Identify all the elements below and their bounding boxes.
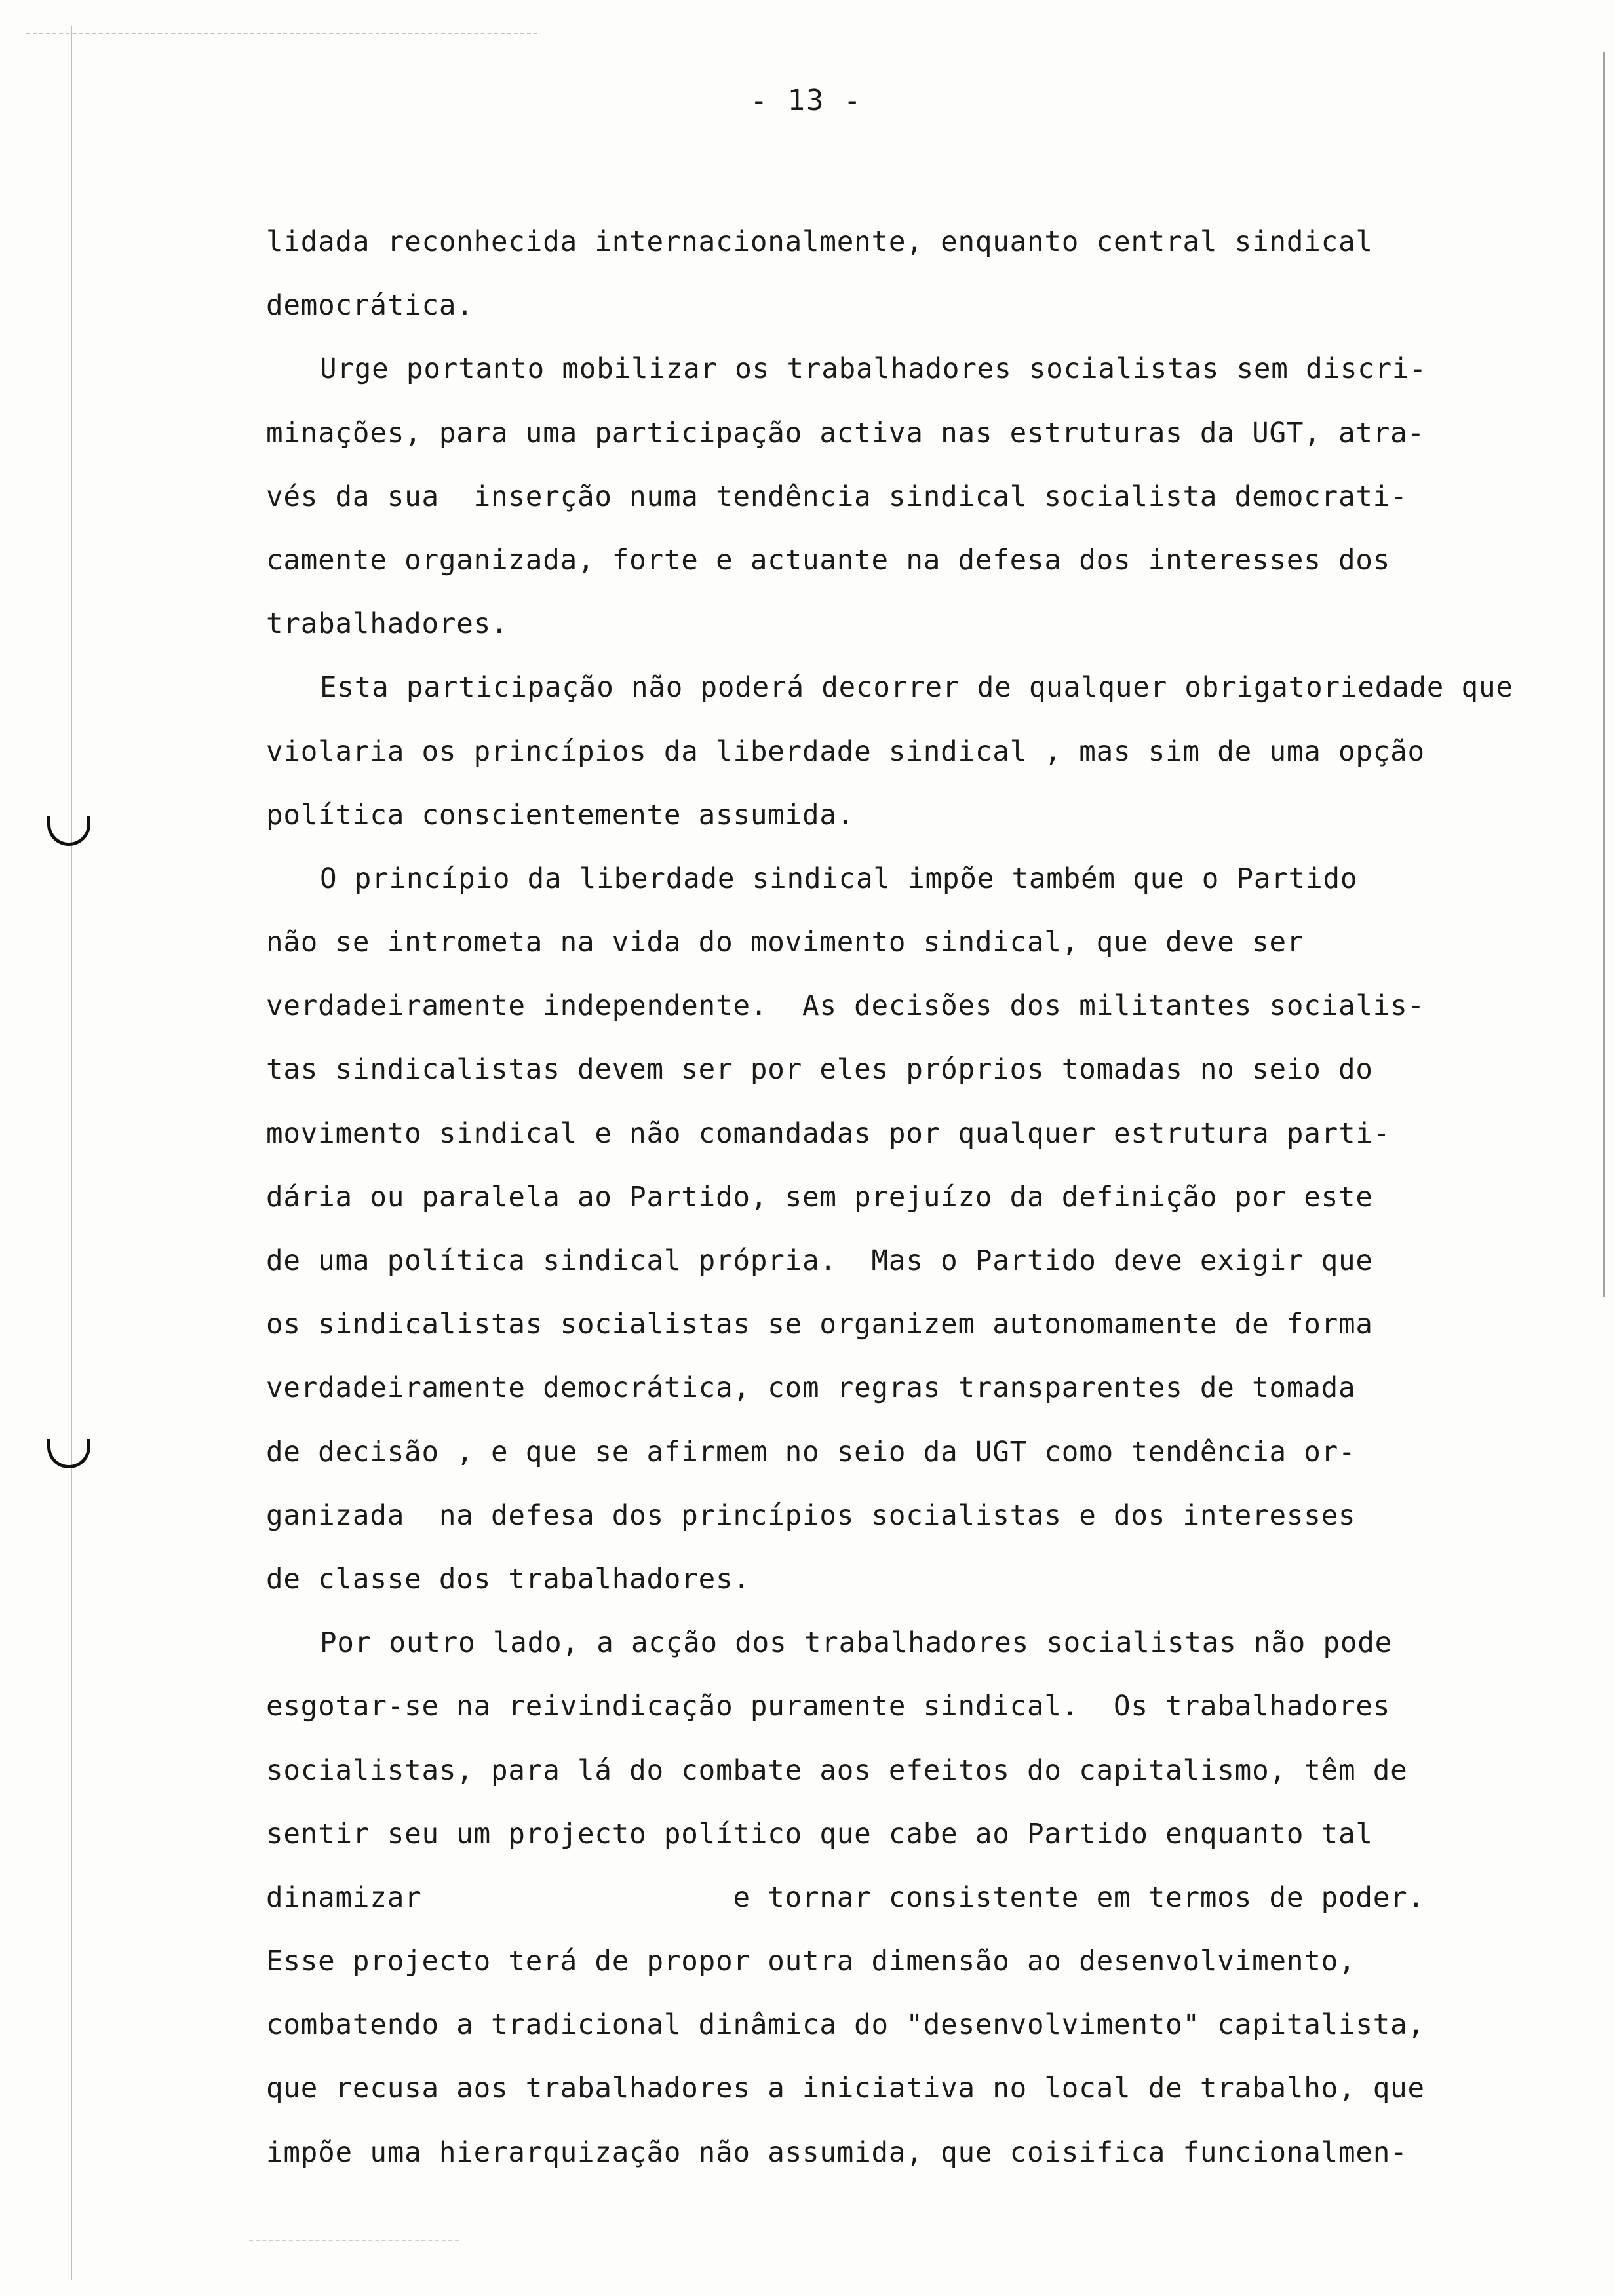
text-line: combatendo a tradicional dinâmica do "desenvolvimento" capitalista,: [266, 2009, 1425, 2042]
text-line: verdadeiramente independente. As decisões dos militantes socialis-: [266, 990, 1425, 1023]
text-line: esgotar-se na reivindicação puramente sindical. Os trabalhadores: [266, 1691, 1391, 1723]
text-line: dinamizar e tornar consistente em termos de poder.: [266, 1881, 1425, 1914]
text-line: democrática.: [266, 290, 474, 322]
text-line: O princípio da liberdade sindical impõe também que o Partido: [320, 862, 1358, 895]
text-line: política conscientemente assumida.: [266, 799, 855, 832]
text-line: verdadeiramente democrática, com regras transparentes de tomada: [266, 1372, 1356, 1405]
text-line: camente organizada, forte e actuante na defesa dos interesses dos: [266, 544, 1391, 577]
text-line: os sindicalistas socialistas se organizem autonomamente de forma: [266, 1309, 1373, 1341]
text-line: movimento sindical e não comandadas por qualquer estrutura parti-: [266, 1117, 1391, 1150]
text-line: minações, para uma participação activa nas estruturas da UGT, atra-: [266, 417, 1425, 450]
text-line: que recusa aos trabalhadores a iniciativa no local de trabalho, que: [266, 2073, 1425, 2105]
text-line: dária ou paralela ao Partido, sem prejuízo da definição por este: [266, 1181, 1373, 1214]
text-line: impõe uma hierarquização não assumida, que coisifica funcionalmen-: [266, 2136, 1408, 2169]
scan-top-dash: [26, 33, 537, 34]
scan-left-margin-rule: [71, 26, 72, 2280]
text-line: tas sindicalistas devem ser por eles próprios tomadas no seio do: [266, 1054, 1373, 1086]
body-text: [266, 220, 1544, 2194]
text-line: socialistas, para lá do combate aos efeitos do capitalismo, têm de: [266, 1754, 1408, 1787]
punch-hole-mark-icon: [47, 816, 90, 846]
text-line: Urge portanto mobilizar os trabalhadores socialistas sem discri-: [320, 353, 1427, 386]
text-line: lidada reconhecida internacionalmente, enquanto central sindical: [266, 226, 1373, 258]
text-line: de classe dos trabalhadores.: [266, 1563, 750, 1596]
scan-bottom-dash: [249, 2240, 459, 2241]
punch-hole-mark-icon: [47, 1439, 90, 1468]
text-line: de decisão , e que se afirmem no seio da UGT como tendência or-: [266, 1436, 1356, 1468]
text-line: ganizada na defesa dos princípios socialistas e dos interesses: [266, 1499, 1356, 1532]
text-line: Esta participação não poderá decorrer de qualquer obrigatoriedade que: [320, 672, 1513, 704]
text-line: sentir seu um projecto político que cabe ao Partido enquanto tal: [266, 1818, 1373, 1850]
text-line: não se intrometa na vida do movimento sindical, que deve ser: [266, 927, 1304, 959]
text-line: vés da sua inserção numa tendência sindical socialista democrati-: [266, 480, 1408, 513]
text-line: Por outro lado, a acção dos trabalhadores socialistas não pode: [320, 1627, 1393, 1660]
text-line: Esse projecto terá de propor outra dimensão ao desenvolvimento,: [266, 1945, 1356, 1978]
page-number: - 13 -: [750, 84, 863, 117]
text-line: trabalhadores.: [266, 608, 509, 641]
text-line: de uma política sindical própria. Mas o Partido deve exigir que: [266, 1245, 1373, 1277]
scan-right-edge-mark: [1603, 52, 1605, 1297]
text-line: violaria os princípios da liberdade sindical , mas sim de uma opção: [266, 735, 1425, 768]
